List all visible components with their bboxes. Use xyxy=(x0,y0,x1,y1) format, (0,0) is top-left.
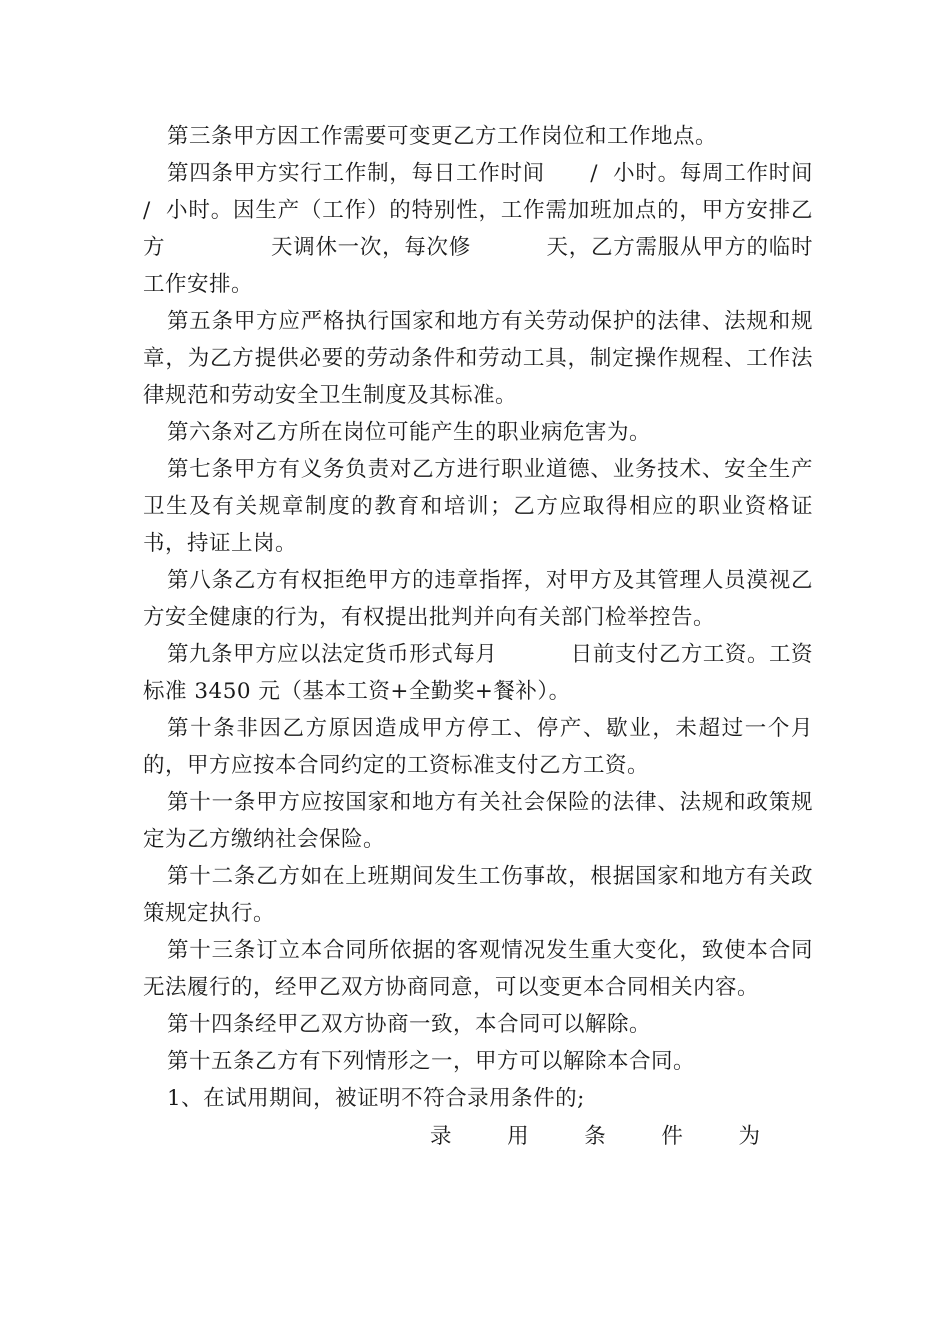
article-8: 第八条乙方有权拒绝甲方的违章指挥，对甲方及其管理人员漠视乙方安全健康的行为，有权提出批判并向有关部门检举控告。 xyxy=(143,568,813,630)
article-14: 第十四条经甲乙双方协商一致，本合同可以解除。 xyxy=(167,1012,652,1037)
article-4: 第四条甲方实行工作制，每日工作时间 / 小时。每周工作时间 / 小时。因生产（工作）的特别性，工作需加班加点的，甲方安排乙方 天调休一次，每次修 天，乙方需服从甲方的临时工作安排。 xyxy=(143,161,836,297)
article-11: 第十一条甲方应按国家和地方有关社会保险的法律、法规和政策规定为乙方缴纳社会保险。 xyxy=(143,790,813,852)
article-10: 第十条非因乙方原因造成甲方停工、停产、歇业，未超过一个月的，甲方应按本合同约定的工资标准支付乙方工资。 xyxy=(143,716,813,778)
spaced-char: 条 xyxy=(584,1124,606,1149)
article-3: 第三条甲方因工作需要可变更乙方工作岗位和工作地点。 xyxy=(167,124,718,149)
article-9: 第九条甲方应以法定货币形式每月 日前支付乙方工资。工资标准 3450 元（基本工资+全勤奖+餐补）。 xyxy=(143,642,813,704)
document-body xyxy=(143,118,836,1117)
spaced-char: 录 xyxy=(430,1124,452,1149)
spaced-char: 件 xyxy=(661,1124,683,1149)
article-15: 第十五条乙方有下列情形之一，甲方可以解除本合同。 xyxy=(167,1049,696,1074)
list-item-1: 1、在试用期间，被证明不符合录用条件的; xyxy=(167,1086,585,1111)
article-12: 第十二条乙方如在上班期间发生工伤事故，根据国家和地方有关政策规定执行。 xyxy=(143,864,813,926)
spaced-char: 为 xyxy=(738,1124,760,1149)
article-5: 第五条甲方应严格执行国家和地方有关劳动保护的法律、法规和规章，为乙方提供必要的劳动条件和劳动工具，制定操作规程、工作法律规范和劳动安全卫生制度及其标准。 xyxy=(143,309,813,408)
spaced-char: 用 xyxy=(507,1124,529,1149)
spaced-text-line xyxy=(430,1118,760,1155)
article-7: 第七条甲方有义务负责对乙方进行职业道德、业务技术、安全生产卫生及有关规章制度的教育和培训；乙方应取得相应的职业资格证书，持证上岗。 xyxy=(143,457,813,556)
article-6: 第六条对乙方所在岗位可能产生的职业病危害为。 xyxy=(167,420,652,445)
article-13: 第十三条订立本合同所依据的客观情况发生重大变化，致使本合同无法履行的，经甲乙双方协商同意，可以变更本合同相关内容。 xyxy=(143,938,813,1000)
